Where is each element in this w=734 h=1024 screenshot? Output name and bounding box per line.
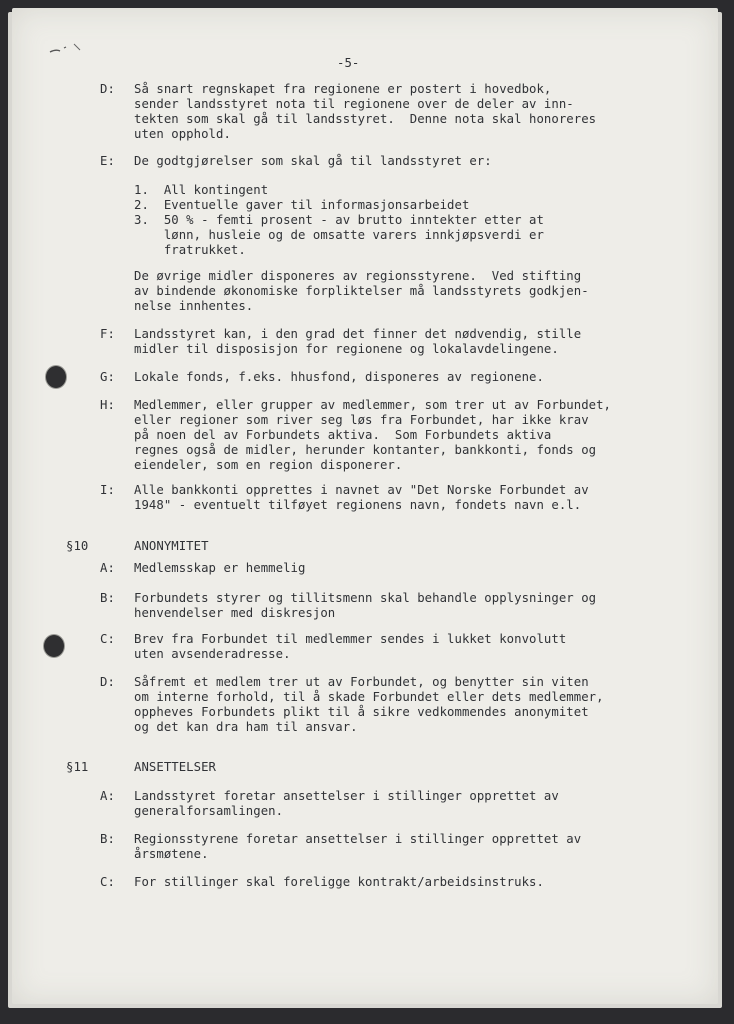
clause-letter: C: — [100, 632, 115, 646]
clause-line: Medlemmer, eller grupper av medlemmer, som trer ut av Forbundet, — [134, 398, 612, 412]
clause-line: eiendeler, som en region disponerer. — [134, 458, 403, 472]
clause-line: De godtgjørelser som skal gå til landsstyret er: — [134, 154, 492, 168]
clause-letter: H: — [100, 398, 115, 412]
clause-line: sender landsstyret nota til regionene over de deler av inn- — [134, 97, 574, 111]
section-title: ANONYMITET — [134, 539, 209, 553]
clause-line: Brev fra Forbundet til medlemmer sendes i lukket konvolutt — [134, 632, 567, 646]
ink-mark — [46, 38, 86, 58]
clause-line: midler til disposisjon for regionene og lokalavdelingene. — [134, 342, 559, 356]
clause-line: Forbundets styrer og tillitsmenn skal behandle opplysninger og — [134, 591, 597, 605]
clause-line: Så snart regnskapet fra regionene er postert i hovedbok, — [134, 82, 552, 96]
paragraph-line: De øvrige midler disponeres av regionsstyrene. Ved stifting — [134, 269, 582, 283]
clause-line: på noen del av Forbundets aktiva. Som Forbundets aktiva — [134, 428, 552, 442]
punch-hole-top — [45, 365, 67, 389]
clause-line: Lokale fonds, f.eks. hhusfond, disponeres av regionene. — [134, 370, 544, 384]
clause-line: henvendelser med diskresjon — [134, 606, 336, 620]
list-item: 2. Eventuelle gaver til informasjonsarbeidet — [134, 198, 470, 212]
clause-line: årsmøtene. — [134, 847, 209, 861]
clause-line: For stillinger skal foreligge kontrakt/arbeidsinstruks. — [134, 875, 544, 889]
document-page — [12, 8, 718, 1004]
clause-line: Regionsstyrene foretar ansettelser i stillinger opprettet av — [134, 832, 582, 846]
page-number: -5- — [337, 56, 360, 70]
clause-line: Landsstyret kan, i den grad det finner det nødvendig, stille — [134, 327, 582, 341]
section-number: §11 — [66, 760, 89, 774]
clause-letter: C: — [100, 875, 115, 889]
clause-line: tekten som skal gå til landsstyret. Denne nota skal honoreres — [134, 112, 597, 126]
clause-line: Alle bankkonti opprettes i navnet av "Det Norske Forbundet av — [134, 483, 589, 497]
clause-letter: B: — [100, 832, 115, 846]
clause-line: uten avsenderadresse. — [134, 647, 291, 661]
clause-letter: E: — [100, 154, 115, 168]
clause-letter: D: — [100, 675, 115, 689]
list-item: 3. 50 % - femti prosent - av brutto inntekter etter at — [134, 213, 544, 227]
clause-letter: G: — [100, 370, 115, 384]
punch-hole-bottom — [43, 634, 65, 658]
clause-line: om interne forhold, til å skade Forbundet eller dets medlemmer, — [134, 690, 604, 704]
clause-line: 1948" - eventuelt tilføyet regionens navn, fondets navn e.l. — [134, 498, 582, 512]
paragraph-line: av bindende økonomiske forpliktelser må landsstyrets godkjen- — [134, 284, 589, 298]
clause-line: uten opphold. — [134, 127, 231, 141]
clause-letter: F: — [100, 327, 115, 341]
clause-letter: B: — [100, 591, 115, 605]
clause-letter: D: — [100, 82, 115, 96]
paragraph-line: nelse innhentes. — [134, 299, 254, 313]
clause-letter: A: — [100, 561, 115, 575]
clause-line: eller regioner som river seg løs fra Forbundet, har ikke krav — [134, 413, 589, 427]
clause-line: oppheves Forbundets plikt til å sikre vedkommendes anonymitet — [134, 705, 589, 719]
clause-line: Medlemsskap er hemmelig — [134, 561, 306, 575]
section-number: §10 — [66, 539, 89, 553]
list-item: fratrukket. — [134, 243, 246, 257]
list-item: 1. All kontingent — [134, 183, 269, 197]
section-title: ANSETTELSER — [134, 760, 216, 774]
clause-line: Landsstyret foretar ansettelser i stillinger opprettet av — [134, 789, 559, 803]
clause-line: og det kan dra ham til ansvar. — [134, 720, 358, 734]
clause-line: generalforsamlingen. — [134, 804, 284, 818]
clause-line: Såfremt et medlem trer ut av Forbundet, og benytter sin viten — [134, 675, 589, 689]
clause-line: regnes også de midler, herunder kontanter, bankkonti, fonds og — [134, 443, 597, 457]
list-item: lønn, husleie og de omsatte varers innkjøpsverdi er — [134, 228, 544, 242]
clause-letter: A: — [100, 789, 115, 803]
clause-letter: I: — [100, 483, 115, 497]
